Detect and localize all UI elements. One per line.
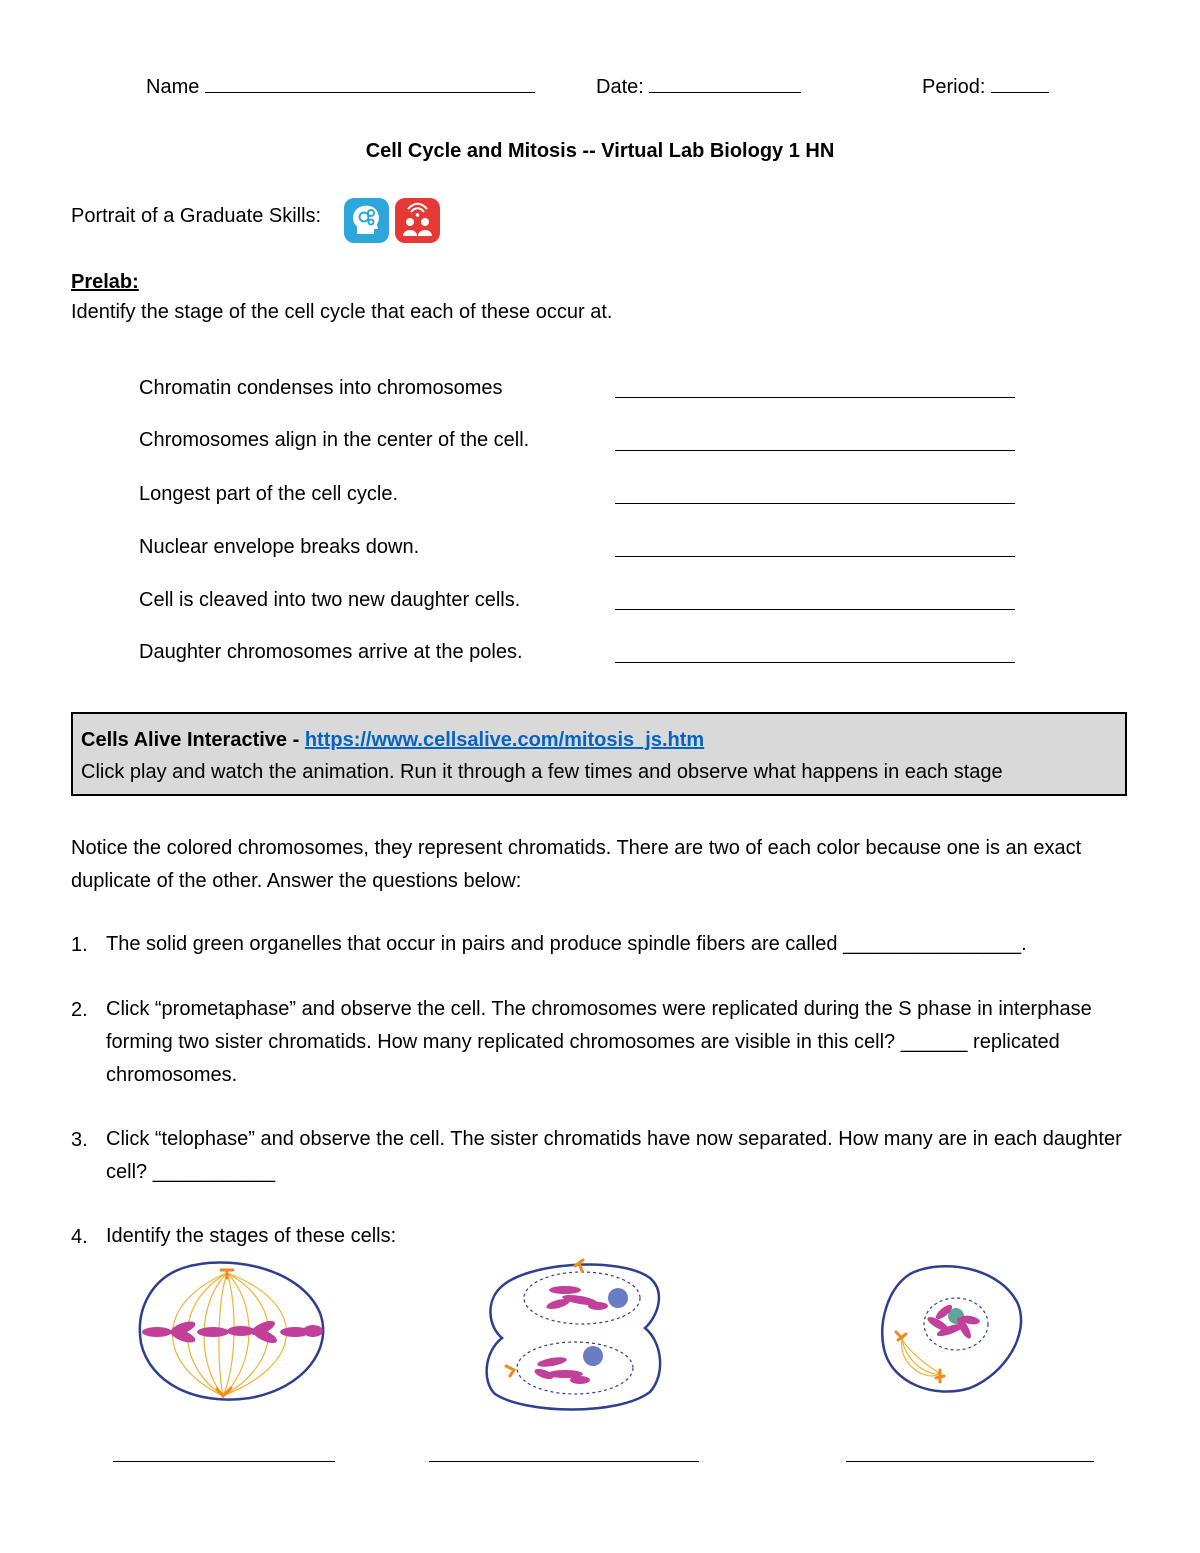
page-title: Cell Cycle and Mitosis -- Virtual Lab Biology 1 HN bbox=[365, 140, 835, 162]
prelab-item: Chromatin condenses into chromosomes bbox=[139, 377, 503, 399]
prelab-instruction: Identify the stage of the cell cycle that each of these occur at. bbox=[71, 301, 613, 323]
notice-paragraph: Notice the colored chromosomes, they represent chromatids. There are two of each color because one is an exact duplicate of the other. Answer the questions below: bbox=[71, 837, 1082, 892]
period-label: Period: bbox=[922, 76, 986, 98]
question-number: 3. bbox=[71, 1129, 88, 1151]
portrait-label: Portrait of a Graduate Skills: bbox=[71, 205, 322, 227]
date-field[interactable] bbox=[596, 74, 801, 99]
prelab-answer-line[interactable] bbox=[615, 397, 1015, 398]
name-blank[interactable] bbox=[205, 74, 535, 93]
cells-alive-link[interactable]: https://www.cellsalive.com/mitosis_js.htm bbox=[304, 729, 705, 751]
period-field[interactable] bbox=[922, 74, 1049, 99]
question-text: Click “telophase” and observe the cell. The sister chromatids have now separated. How many are in each daughter cell? ___________ bbox=[106, 1128, 1122, 1183]
question-number: 4. bbox=[71, 1226, 88, 1248]
prelab-heading: Prelab: bbox=[71, 271, 139, 293]
metaphase-cell-illustration bbox=[135, 1258, 330, 1408]
prelab-item: Longest part of the cell cycle. bbox=[139, 483, 399, 505]
prelab-answer-line[interactable] bbox=[615, 662, 1015, 663]
prelab-answer-line[interactable] bbox=[615, 503, 1015, 504]
date-blank[interactable] bbox=[649, 74, 801, 93]
prelab-item: Chromosomes align in the center of the cell. bbox=[139, 429, 530, 451]
prelab-answer-line[interactable] bbox=[615, 609, 1015, 610]
telophase-answer-line[interactable] bbox=[429, 1461, 699, 1462]
cells-alive-instruction: Click play and watch the animation. Run it through a few times and observe what happens in each stage bbox=[81, 761, 1003, 783]
prelab-answer-line[interactable] bbox=[615, 556, 1015, 557]
telophase-cell-illustration bbox=[480, 1256, 670, 1416]
name-label: Name bbox=[146, 76, 200, 98]
cells-alive-label: Cells Alive Interactive - bbox=[81, 729, 305, 751]
name-field[interactable] bbox=[146, 74, 535, 99]
period-blank[interactable] bbox=[991, 74, 1049, 93]
prelab-answer-line[interactable] bbox=[615, 450, 1015, 451]
prelab-item: Daughter chromosomes arrive at the poles. bbox=[139, 641, 523, 663]
prophase-cell-illustration bbox=[880, 1264, 1025, 1394]
date-label: Date: bbox=[596, 76, 644, 98]
metaphase-answer-line[interactable] bbox=[113, 1461, 335, 1462]
cells-alive-line bbox=[81, 728, 704, 752]
thinking-skills-icon bbox=[344, 198, 389, 243]
cells-alive-box bbox=[71, 712, 1127, 796]
prelab-item: Cell is cleaved into two new daughter cells. bbox=[139, 589, 521, 611]
question-number: 1. bbox=[71, 934, 88, 956]
question-text: The solid green organelles that occur in pairs and produce spindle fibers are called ________________. bbox=[106, 933, 1027, 955]
communication-skills-icon bbox=[395, 198, 440, 243]
question-number: 2. bbox=[71, 999, 88, 1021]
question-text: Identify the stages of these cells: bbox=[106, 1225, 397, 1247]
prelab-item: Nuclear envelope breaks down. bbox=[139, 536, 420, 558]
prophase-answer-line[interactable] bbox=[846, 1461, 1094, 1462]
question-text: Click “prometaphase” and observe the cell. The chromosomes were replicated during the S phase in interphase forming two sister chromatids. How many replicated chromosomes are visible in this cell? ______ replicated chromosomes. bbox=[106, 998, 1092, 1086]
